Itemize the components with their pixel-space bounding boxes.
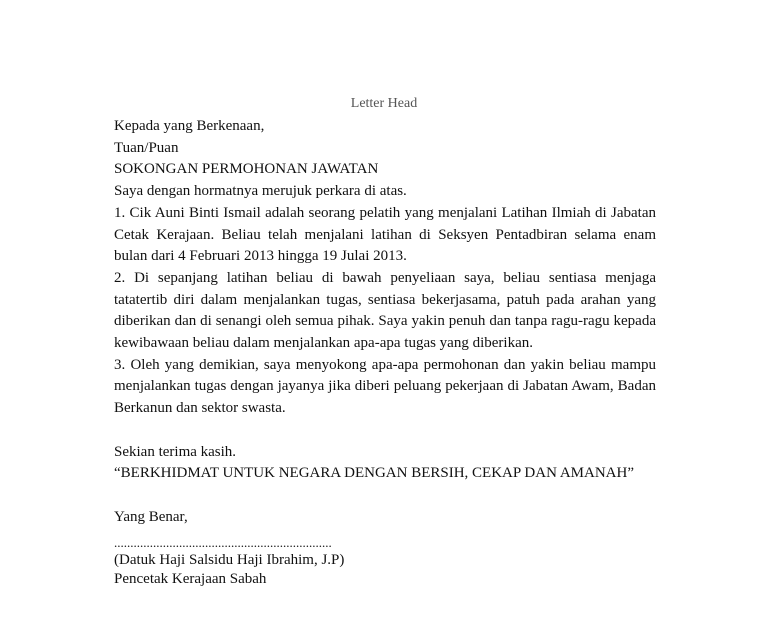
salutation: Kepada yang Berkenaan,	[114, 118, 265, 134]
letter-head: Letter Head	[350, 96, 418, 111]
paragraph-3: 3. Oleh yang demikian, saya menyokong apa-apa permohonan dan yakin beliau mampu menjalankan tugas dengan jayanya jika diberi peluang pekerjaan di Jabatan Awam, Badan Berkanun dan sektor swasta.	[114, 356, 656, 417]
paragraph-1: 1. Cik Auni Binti Ismail adalah seorang pelatih yang menjalani Latihan Ilmiah di Jabatan Cetak Kerajaan. Beliau telah menjalani latihan di Seksyen Pentadbiran selama enam bulan dari 4 Februari 2013 hingga 19 Julai 2013.	[114, 204, 656, 265]
signatory-name: (Datuk Haji Salsidu Haji Ibrahim, J.P)	[114, 552, 345, 568]
signature-block	[114, 535, 364, 589]
signatory-title: Pencetak Kerajaan Sabah	[114, 571, 267, 587]
sign-off: Yang Benar,	[114, 508, 188, 525]
addressee: Tuan/Puan	[114, 139, 179, 156]
opening-line: Saya dengan hormatnya merujuk perkara di atas.	[114, 183, 407, 200]
closing-line: Sekian terima kasih.	[114, 443, 237, 460]
spacer	[114, 485, 656, 507]
spacer	[114, 420, 656, 442]
paragraph-2: 2. Di sepanjang latihan beliau di bawah penyeliaan saya, beliau sentiasa menjaga tatatertib diri dalam menjalankan tugas, sentiasa bekerjasama, patuh pada arahan yang diberikan dan di senangi oleh semua pihak. Saya yakin penuh dan tanpa ragu-ragu kepada kewibawaan beliau dalam menjalankan apa-apa tugas yang diberikan.	[114, 269, 656, 352]
letter-body	[114, 116, 656, 528]
subject-line: SOKONGAN PERMOHONAN JAWATAN	[114, 161, 379, 178]
signature-line: ...................................................................	[114, 535, 332, 550]
motto: “BERKHIDMAT UNTUK NEGARA DENGAN BERSIH, CEKAP DAN AMANAH”	[114, 465, 634, 482]
